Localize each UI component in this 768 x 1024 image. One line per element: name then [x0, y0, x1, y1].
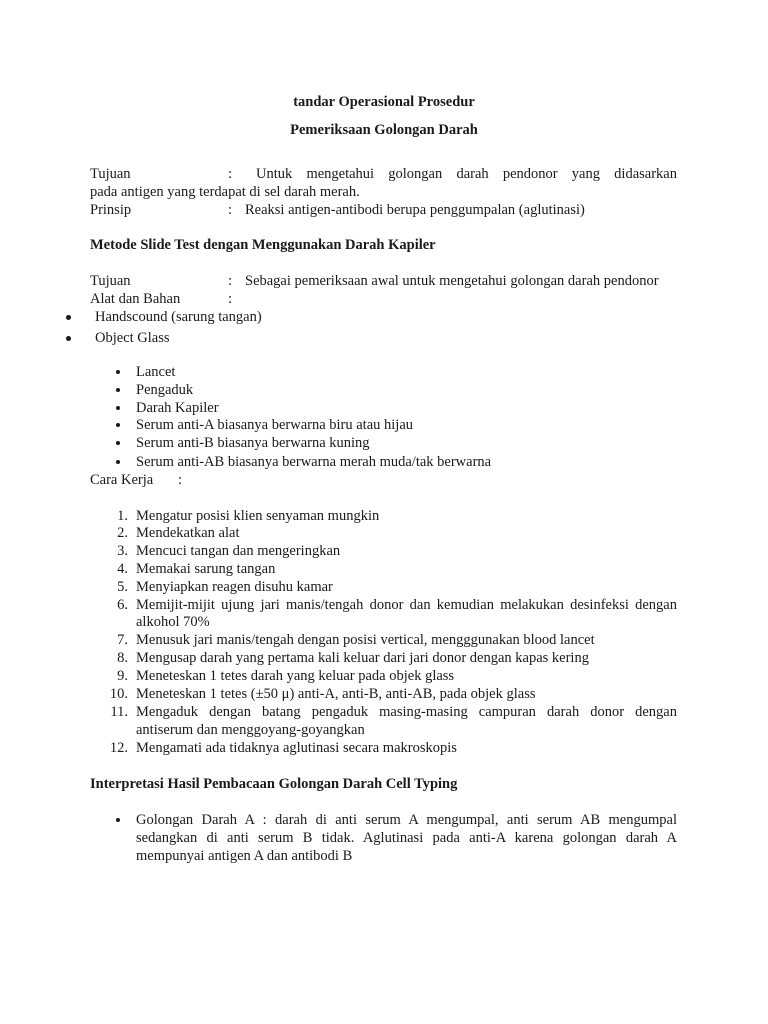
bullet-icon	[116, 406, 120, 410]
document-subtitle: Pemeriksaan Golongan Darah	[290, 122, 478, 138]
inner-item-text: Serum anti-A biasanya berwarna biru atau hijau	[136, 417, 414, 433]
inner-item-text: Lancet	[136, 364, 176, 380]
alat-label: Alat dan Bahan	[90, 291, 181, 307]
prinsip-label: Prinsip	[90, 202, 132, 218]
step-text-continued: antiserum dan menggoyang-goyangkan	[136, 722, 365, 738]
step-number: 5.	[117, 579, 128, 595]
bullet-icon	[116, 423, 120, 427]
inner-item-text: Darah Kapiler	[136, 400, 219, 416]
step-text: Menusuk jari manis/tengah dengan posisi vertical, mengggunakan blood lancet	[136, 632, 595, 648]
inner-item-text: Pengaduk	[136, 382, 194, 398]
step-text: Memakai sarung tangan	[136, 561, 276, 577]
step-text: Mengatur posisi klien senyaman mungkin	[136, 508, 380, 524]
step-text: Meneteskan 1 tetes darah yang keluar pada objek glass	[136, 668, 455, 684]
prinsip-text: Reaksi antigen-antibodi berupa penggumpalan (aglutinasi)	[245, 202, 585, 218]
step-number: 2.	[117, 525, 128, 541]
inner-item-text: Serum anti-B biasanya berwarna kuning	[136, 435, 370, 451]
tujuan-colon: :	[228, 166, 233, 182]
step-number: 10.	[109, 686, 128, 702]
step-number: 8.	[117, 650, 128, 666]
step-number: 4.	[117, 561, 128, 577]
tujuan-text-line2: pada antigen yang terdapat di sel darah merah.	[90, 184, 360, 200]
interpretation-text-line2: sedangkan di anti serum B tidak. Aglutinasi pada anti-A karena golongan darah A	[136, 830, 677, 846]
prinsip-colon: :	[228, 202, 233, 218]
step-text: Mengamati ada tidaknya aglutinasi secara makroskopis	[136, 740, 457, 756]
tujuan-label: Tujuan	[90, 166, 131, 182]
method-tujuan-label: Tujuan	[90, 273, 131, 289]
step-text: Mendekatkan alat	[136, 525, 240, 541]
bullet-icon	[116, 388, 120, 392]
inner-item-text: Serum anti-AB biasanya berwarna merah muda/tak berwarna	[136, 454, 492, 470]
step-number: 9.	[117, 668, 128, 684]
cara-colon: :	[178, 472, 183, 488]
step-text-continued: alkohol 70%	[136, 614, 210, 630]
bullet-icon	[116, 370, 120, 374]
bullet-icon	[66, 315, 71, 320]
bullet-icon	[66, 336, 71, 341]
bullet-icon	[116, 441, 120, 445]
step-number: 3.	[117, 543, 128, 559]
document-title: tandar Operasional Prosedur	[293, 94, 475, 110]
method-tujuan-text: Sebagai pemeriksaan awal untuk mengetahui golongan darah pendonor	[245, 273, 659, 289]
bullet-icon	[116, 460, 120, 464]
bullet-icon	[116, 818, 120, 822]
tujuan-text-line1: Untuk mengetahui golongan darah pendonor yang didasarkan	[256, 166, 677, 182]
interpretation-heading: Interpretasi Hasil Pembacaan Golongan Darah Cell Typing	[90, 776, 458, 792]
step-text: Mengusap darah yang pertama kali keluar dari jari donor dengan kapas kering	[136, 650, 589, 666]
step-text: Menyiapkan reagen disuhu kamar	[136, 579, 333, 595]
method-heading: Metode Slide Test dengan Menggunakan Darah Kapiler	[90, 237, 436, 253]
cara-label: Cara Kerja	[90, 472, 154, 488]
outer-item-text: Handscound (sarung tangan)	[95, 309, 262, 325]
method-tujuan-colon: :	[228, 273, 233, 289]
interpretation-text-line1: Golongan Darah A : darah di anti serum A mengumpal, anti serum AB mengumpal	[136, 812, 677, 828]
outer-item-text: Object Glass	[95, 330, 170, 346]
step-text: Mencuci tangan dan mengeringkan	[136, 543, 341, 559]
step-text: Mengaduk dengan batang pengaduk masing-masing campuran darah donor dengan	[136, 704, 677, 720]
step-number: 12.	[109, 740, 128, 756]
step-text: Meneteskan 1 tetes (±50 μ) anti-A, anti-B, anti-AB, pada objek glass	[136, 686, 536, 702]
step-number: 1.	[117, 508, 128, 524]
interpretation-text-line3: mempunyai antigen A dan antibodi B	[136, 848, 353, 864]
step-text: Memijit-mijit ujung jari manis/tengah donor dan kemudian melakukan desinfeksi dengan	[136, 597, 677, 613]
alat-colon: :	[228, 291, 233, 307]
step-number: 6.	[117, 597, 128, 613]
step-number: 11.	[110, 704, 128, 720]
step-number: 7.	[117, 632, 128, 648]
